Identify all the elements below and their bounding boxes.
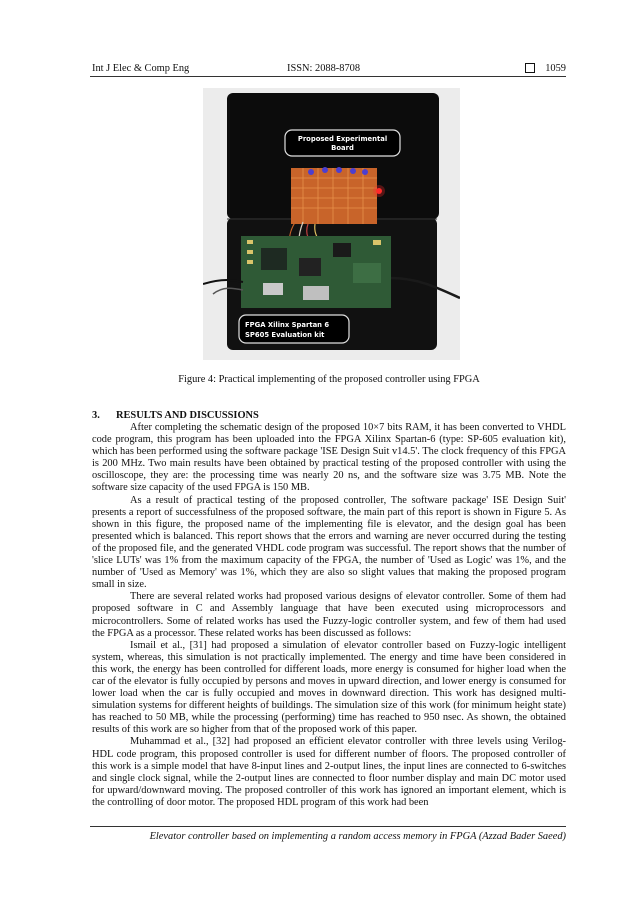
paragraph: As a result of practical testing of the proposed controller, The software package' ISE Design Suit' presents a report of successfulness of the proposed software, the main part of this report is shown in Figure 5. As shown in this figure, the proposed name of the implementing file is elevator, and the design goal has been presented which is balanced. This report shows that the errors and warning are never occurred during the testing of the proposed file, and the generated VHDL code program was successful. The report shows that the number of 'slice LUTs' was 1% from the maximum capacity of the FPGA, the number of 'Used as Logic' was 1%, and the number of 'Used as Memory' was 1%, which they are also so slight values that making the proposed program small in size. [92,494,566,591]
callout-bottom-line2: SP605 Evaluation kit [245,331,325,339]
paragraph: Ismail et al., [31] had proposed a simulation of elevator controller based on Fuzzy-logic intelligent system, whereas, this simulation is not practically implemented. The energy and time have been considered in this work, the energy has been controlled for different loads, more energy is consumed for higher load when the car of the elevator is fully occupied by persons and moves in upward direction, and lower energy is consumed for lower load when the car is fully occupied and moves in downward direction. This work has designed multi-simulation systems for different heights of buildings. The simulation size of this work (for minimum height state) has reached to 50 MB, while the processing (performing) time has reached to 950 nsec. As shown, the obtained results of this work are so higher from that of the proposed work of this paper. [92,639,566,736]
section-heading [92,410,259,421]
header-rule [90,76,566,77]
fpga-board-illustration [203,88,460,360]
square-bullet-icon [525,63,535,73]
running-header [92,60,566,76]
footer-rule [90,826,566,827]
section-title: RESULTS AND DISCUSSIONS [116,410,259,421]
callout-top-line2: Board [331,144,354,152]
paragraph: After completing the schematic design of the proposed 10×7 bits RAM, it has been converted to VHDL code program, this program has been uploaded into the FPGA Xilinx Spartan-6 (type: SP-605 evaluation kit), which has been performed using the software package 'ISE Design Suit v14.5'. The clock frequency of this FPGA is 200 MHz. Two main results have been obtained by practical testing of the proposed controller with using the oscilloscope, they are: the processing time was nearly 20 ns, and the software size was 3.75 MB. Note the software size capacity of the used FPGA is 150 MB. [92,422,566,494]
figure-caption: Figure 4: Practical implementing of the proposed controller using FPGA [178,374,480,385]
callout-top-line1: Proposed Experimental [297,135,388,143]
paragraph: Muhammad et al., [32] had proposed an efficient elevator controller with three levels using Verilog-HDL code program, this proposed controller is used for different number of floors. The proposed controller of this work is a simple model that have 8-input lines and 2-output lines, the input lines are connected to 6-switches and single clock signal, while the 2-output lines are connected to floor number display and main DC motor used for upward/downward moving. The proposed controller of this work has ignored an important element, which is the controlling of door motor. The proposed HDL program of this work had been [92,736,566,808]
page-number-group [525,63,566,74]
paragraph: There are several related works had proposed various designs of elevator controller. Some of them had proposed software in C and Assembly language that have been executed using microprocessors and microcontrollers. Some of related works has used the Fuzzy-logic controller system, and few of them had used the FPGA as a processor. These related works has been discussed as follows: [92,591,566,639]
figure-4-photo [203,88,460,360]
running-footer: Elevator controller based on implementing a random access memory in FPGA (Azzad Bader Saeed) [149,831,566,842]
body-text [92,422,566,809]
issn: ISSN: 2088-8708 [287,62,361,74]
journal-name: Int J Elec & Comp Eng [92,62,190,74]
section-number: 3. [92,410,100,421]
callout-bottom-line1: FPGA Xilinx Spartan 6 [245,321,330,329]
page-number: 1059 [545,62,566,74]
